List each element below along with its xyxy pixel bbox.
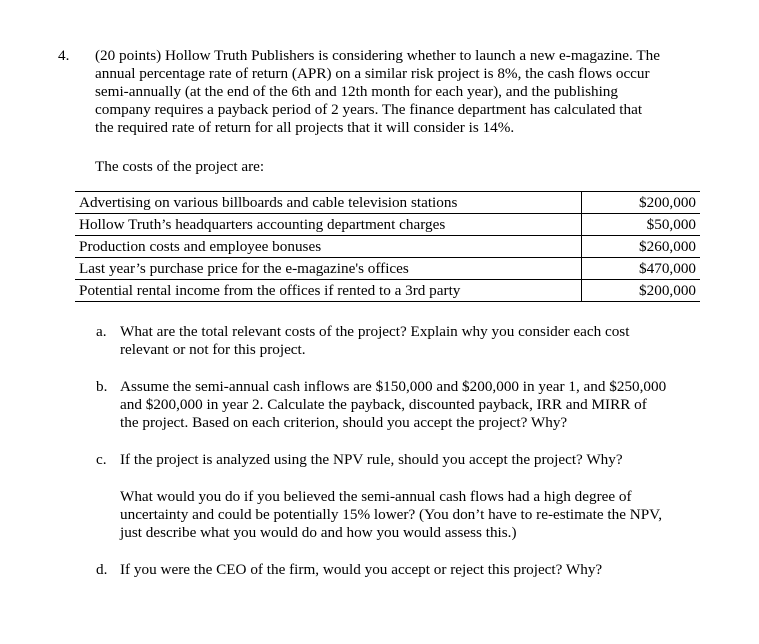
part-line: What would you do if you believed the semi-annual cash flows had a high degree of	[120, 488, 632, 505]
question-number: 4.	[58, 47, 70, 64]
cost-item: Hollow Truth’s headquarters accounting department charges	[75, 214, 582, 236]
question-line: company requires a payback period of 2 years. The finance department has calculated that	[95, 101, 643, 118]
part-line: Assume the semi-annual cash inflows are $150,000 and $200,000 in year 1, and $250,000	[120, 378, 667, 395]
cost-item: Potential rental income from the offices if rented to a 3rd party	[75, 280, 582, 302]
table-row	[75, 214, 700, 236]
part-line: If you were the CEO of the firm, would you accept or reject this project? Why?	[120, 561, 603, 578]
question-line: annual percentage rate of return (APR) on a similar risk project is 8%, the cash flows occur	[95, 65, 650, 82]
part-letter: a.	[96, 323, 107, 340]
part-line: and $200,000 in year 2. Calculate the payback, discounted payback, IRR and MIRR of	[120, 396, 647, 413]
costs-intro: The costs of the project are:	[95, 158, 265, 175]
part-line: just describe what you would do and how you would assess this.)	[120, 524, 517, 541]
table-row	[75, 258, 700, 280]
cost-amount: $470,000	[582, 258, 701, 280]
cost-item: Production costs and employee bonuses	[75, 236, 582, 258]
part-letter: c.	[96, 451, 107, 468]
question-line: (20 points) Hollow Truth Publishers is considering whether to launch a new e-magazine. The	[95, 47, 660, 64]
cost-amount: $50,000	[582, 214, 701, 236]
table-row	[75, 192, 700, 214]
part-letter: d.	[96, 561, 108, 578]
question-line: the required rate of return for all projects that it will consider is 14%.	[95, 119, 515, 136]
question-body	[95, 47, 725, 137]
part-letter: b.	[96, 378, 108, 395]
part-line: What are the total relevant costs of the project? Explain why you consider each cost	[120, 323, 630, 340]
cost-amount: $200,000	[582, 192, 701, 214]
part-line: uncertainty and could be potentially 15% lower? (You don’t have to re-estimate the NPV,	[120, 506, 662, 523]
table-row	[75, 236, 700, 258]
cost-item: Last year’s purchase price for the e-magazine's offices	[75, 258, 582, 280]
question-line: semi-annually (at the end of the 6th and 12th month for each year), and the publishing	[95, 83, 618, 100]
table-row	[75, 280, 700, 302]
cost-item: Advertising on various billboards and cable television stations	[75, 192, 582, 214]
costs-table	[75, 191, 700, 302]
part-line: the project. Based on each criterion, should you accept the project? Why?	[120, 414, 568, 431]
part-line: relevant or not for this project.	[120, 341, 306, 358]
cost-amount: $260,000	[582, 236, 701, 258]
cost-amount: $200,000	[582, 280, 701, 302]
part-line: If the project is analyzed using the NPV rule, should you accept the project? Why?	[120, 451, 623, 468]
